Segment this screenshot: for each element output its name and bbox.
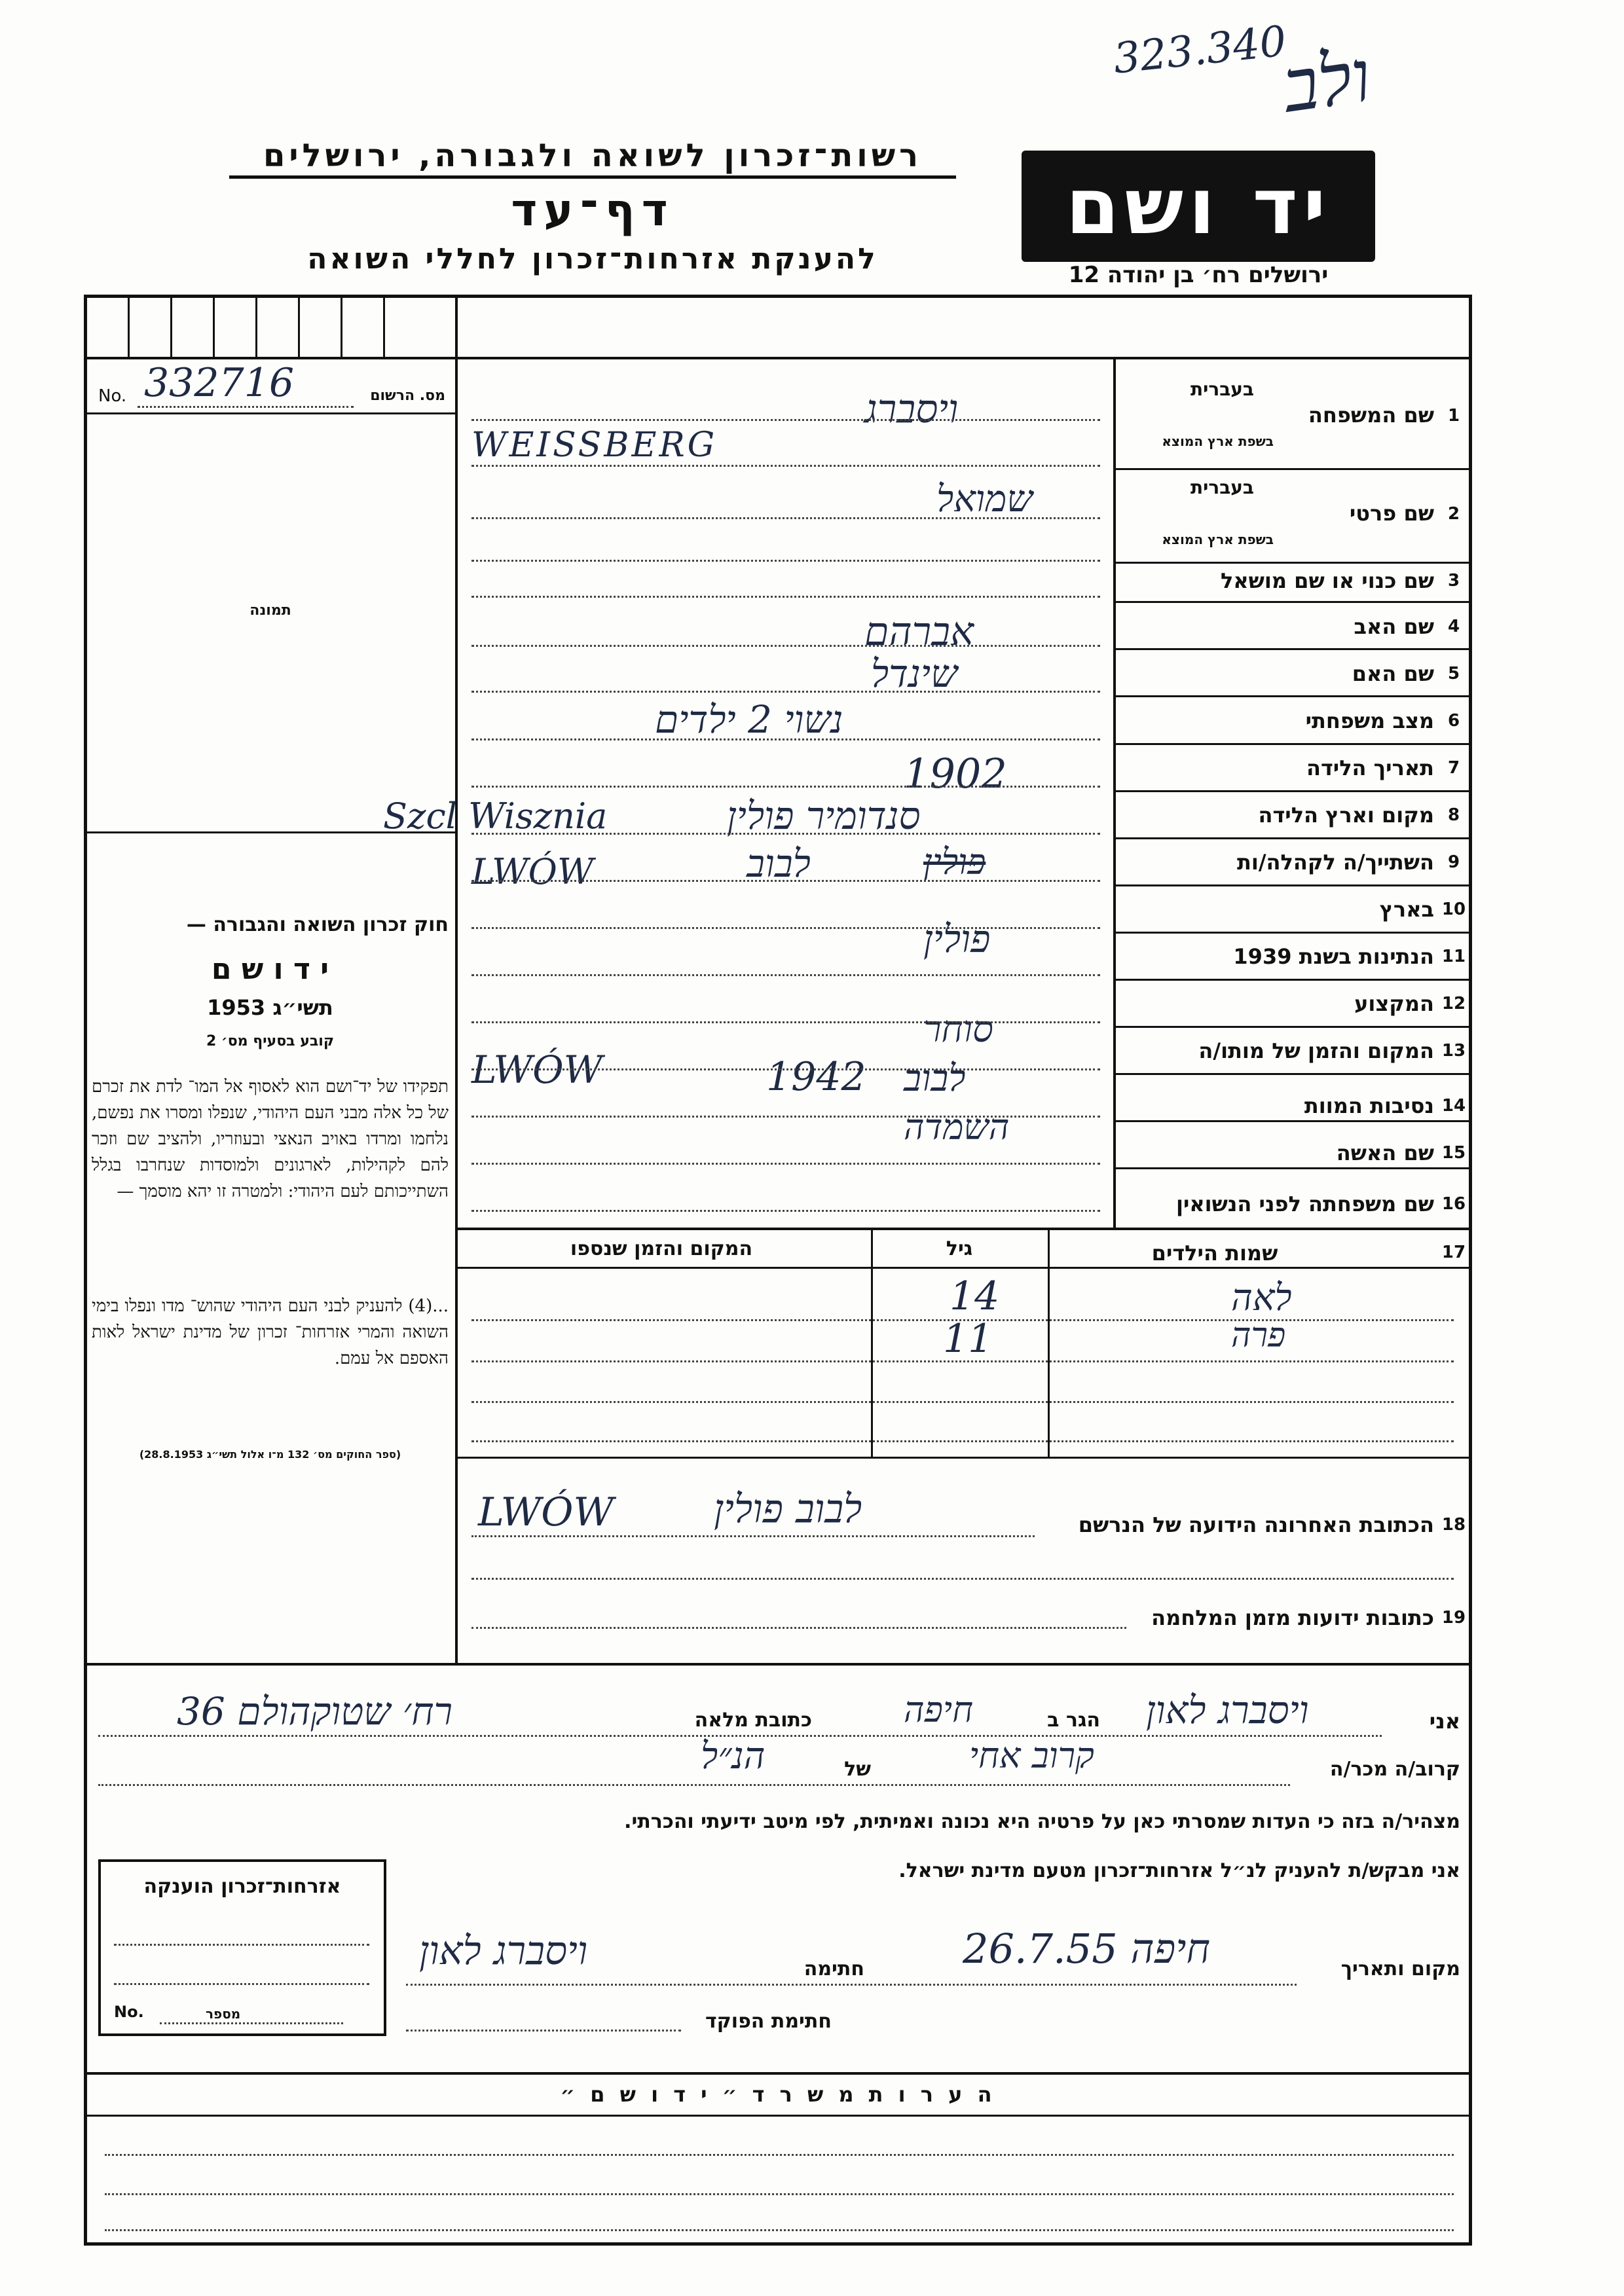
child-1-age: 14 (950, 1273, 1000, 1319)
registration-number (98, 360, 445, 406)
field-9-label: השתייך/ה לקהלה/ות (1236, 850, 1434, 875)
field-1-num: 1 (1447, 406, 1460, 426)
field-1-value-latin: WEISSBERG (471, 426, 718, 465)
field-12-num: 12 (1441, 994, 1466, 1013)
field-10-num: 10 (1441, 900, 1466, 919)
decl-city-value: חיפה (904, 1689, 974, 1730)
citizenship-box-no: No. (114, 2003, 144, 2021)
field-16-label: שם משפחתה לפני הנשואין (1175, 1192, 1434, 1216)
field-13-value-year: 1942 (766, 1054, 866, 1100)
field-13-value: לבוב (904, 1057, 966, 1100)
field-1-sub-hebrew: בעברית (1190, 378, 1254, 400)
law-title: חוק זכרון השואה והגבורה — (186, 913, 449, 936)
field-9-value: לבוב (747, 841, 811, 886)
field-8-label: מקום וארץ הלידה (1258, 803, 1434, 828)
law-name: י ד ו ש ם (211, 953, 329, 986)
office-notes-title: ה ע ר ו ת מ ש ר ד ״ י ד ו ש ם ״ (560, 2082, 996, 2107)
decl-place-date-label: מקום ותאריך (1340, 1958, 1460, 1980)
corner-initials: ולב (1278, 33, 1376, 129)
field-19-num: 19 (1441, 1608, 1466, 1628)
field-4-num: 4 (1447, 617, 1460, 636)
field-9-num: 9 (1447, 852, 1460, 872)
field-6-num: 6 (1447, 711, 1460, 731)
decl-of-label: של (844, 1758, 871, 1781)
field-10-label: בארץ (1379, 897, 1434, 922)
field-13-label: המקום והזמן של מותו/ה (1198, 1038, 1434, 1063)
field-7-num: 7 (1447, 758, 1460, 778)
field-9-value-latin: LWÓW (471, 851, 594, 892)
field-1-label: שם המשפחה (1308, 403, 1434, 428)
law-source: (ספר החוקים מס׳ 132 מ־ו אלול תשי״ג 28.8.1953) (139, 1448, 401, 1461)
field-12-value: סוחר (923, 1008, 993, 1051)
field-1-value-hebrew: ויסברג (864, 386, 959, 432)
field-11-label: הנתינות בשנת 1939 (1233, 944, 1434, 969)
field-1-sub-origin: בשפת ארץ המוצא (1162, 433, 1274, 449)
field-3-num: 3 (1447, 571, 1460, 591)
field-15-label: שם האשה (1336, 1140, 1434, 1165)
law-clause: קובע בסעיף מס׳ 2 (206, 1033, 335, 1049)
decl-lives-in: הגר ב (1047, 1709, 1100, 1732)
decl-signature-label: חתימה (803, 1958, 864, 1980)
corner-note: 323.340 (1111, 17, 1289, 84)
reg-no-prefix: No. (98, 386, 127, 406)
field-5-label: שם האם (1352, 661, 1434, 686)
field-9-value-struck: פולין (923, 841, 986, 883)
field-2-label: שם פרטי (1349, 501, 1434, 526)
field-14-label: נסיבות המוות (1304, 1093, 1434, 1118)
photo-label: תמונה (249, 602, 291, 619)
field-7-label: תאריך הלידה (1306, 756, 1434, 780)
form-title: דף־עד (511, 185, 674, 236)
child-2-age: 11 (943, 1316, 993, 1362)
decl-i-am: אני (1429, 1709, 1460, 1734)
field-8-value-latin: Szcl Wisznia (383, 795, 608, 837)
field-18-num: 18 (1441, 1515, 1466, 1535)
logo-text: יד ושם (1065, 161, 1331, 251)
col-age-header: גיל (946, 1237, 973, 1260)
decl-statement: מצהיר/ה בזה כי העדות שמסרתי כאן על פרטיה היא נכונה ואמיתית, לפי מיטב ידיעתי והכרתי. (624, 1810, 1460, 1833)
citizenship-box-title: אזרחות־זכרון הוענקה (143, 1875, 341, 1898)
field-5-value: שינדל (871, 651, 958, 696)
decl-relative-label: קרוב/ה מכר/ה (1329, 1758, 1460, 1781)
field-19-label: כתובות ידועות מזמן המלחמה (1151, 1605, 1434, 1630)
child-2-name: פרה (1231, 1316, 1286, 1355)
field-8-num: 8 (1447, 805, 1460, 825)
col-place-header: המקום והזמן שנספו (570, 1237, 753, 1260)
address-line: ירושלים רח׳ בן יהודה 12 (1068, 262, 1329, 288)
field-18-value: לבוב פולין (714, 1486, 862, 1532)
field-2-sub-hebrew: בעברית (1190, 477, 1254, 498)
field-13-num: 13 (1441, 1041, 1466, 1061)
field-2-sub-origin: בשפת ארץ המוצא (1162, 532, 1274, 547)
field-16-num: 16 (1441, 1194, 1466, 1214)
field-18-label: הכתובת האחרונה הידועה של הנרשם (1078, 1512, 1434, 1537)
reg-no-value: 332716 (144, 360, 295, 406)
field-6-label: מצב משפחתי (1305, 708, 1434, 733)
citizenship-box (98, 1859, 386, 2036)
reg-no-label: מס. הרשום (370, 388, 445, 404)
decl-place-date-value: חיפה 26.7.55 (963, 1925, 1211, 1973)
field-4-value: אברהם (864, 609, 974, 655)
field-3-label: שם כנוי או שם מושאל (1220, 568, 1434, 593)
field-14-num: 14 (1441, 1096, 1466, 1116)
field-12-label: המקצוע (1354, 991, 1434, 1016)
yad-vashem-logo (1022, 151, 1375, 262)
field-14-value: השמדה (904, 1106, 1010, 1148)
field-6-value: נשוי 2 ילדים (655, 697, 843, 742)
decl-signature-value: ויסברג לאון (419, 1928, 588, 1974)
law-paragraph-1: תפקידו של יד־ושם הוא לאסוף אל המו־ לדת את זכרם של כל אלה מבני העם היהודי, שנפלו ומסרו את נפשם, נלחמו ומרדו באויב הנאצי ובעוזריו, ולהציב שם וזכר להם לקהילות, לארגונים ולמוסדות שנחרבו בגלל השתייכותם לעם היהודי: ולמטרה זו יהא מוסמך — (92, 1077, 449, 1201)
field-7-value: 1902 (904, 750, 1007, 797)
decl-officer-label: חתימת הפוקד (705, 2010, 832, 2033)
field-2-num: 2 (1447, 504, 1460, 524)
field-11-num: 11 (1441, 947, 1466, 966)
decl-address-value: רח׳ שטוקהולם 36 (177, 1689, 453, 1734)
law-paragraph-2: ...(4) להעניק לבני העם היהודי שהוש־ מדו ונפלו בימי השואה והמרי אזרחות־ זכרון של מדינת ישראל לאות האספם אל עמם. (92, 1296, 449, 1368)
decl-name-value: ויסברג לאון (1146, 1688, 1309, 1732)
authority-heading: רשות־זכרון לשואה ולגבורה, ירושלים (229, 137, 956, 179)
field-17-label: שמות הילדים (1151, 1241, 1278, 1266)
field-8-value: סנדומיר פולין (727, 793, 921, 838)
field-4-label: שם האב (1354, 614, 1434, 639)
decl-of-value: הנ״ל (701, 1735, 766, 1777)
law-year: תשי״ג 1953 (207, 995, 333, 1020)
field-17-num: 17 (1441, 1243, 1466, 1262)
field-2-value: שמואל (936, 478, 1033, 520)
citizenship-box-number-label: מספר (206, 2006, 241, 2022)
field-10-value: פולין (923, 917, 991, 961)
decl-request: אני מבקש/ת להעניק לנ״ל אזרחות־זכרון מטעם מדינת ישראל. (898, 1859, 1460, 1882)
field-18-value-latin: LWÓW (478, 1489, 614, 1535)
field-13-value-latin: LWÓW (471, 1048, 603, 1092)
decl-relation-value: קרוב אחי (969, 1735, 1094, 1776)
form-subtitle: להענקת אזרחות־זכרון לחללי השואה (307, 242, 878, 276)
field-15-num: 15 (1441, 1143, 1466, 1163)
decl-address-label: כתובת מלאה (694, 1709, 812, 1732)
field-5-num: 5 (1447, 664, 1460, 683)
child-1-name: לאה (1231, 1277, 1292, 1319)
